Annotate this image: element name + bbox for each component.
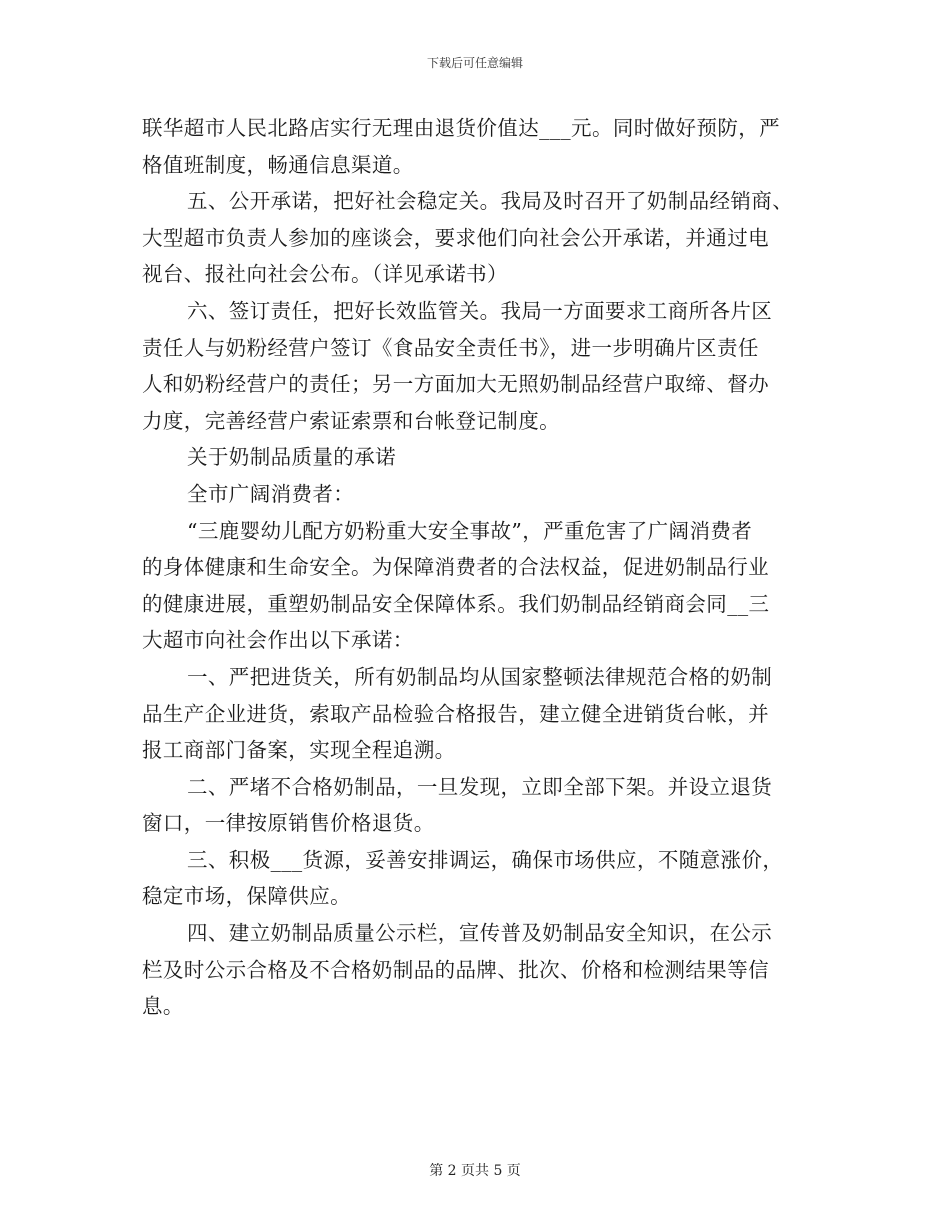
text-line: 一、严把进货关，所有奶制品均从国家整顿法律规范合格的奶制 (187, 664, 773, 689)
text-line: 三、积极___货源，妥善安排调运，确保市场供应，不随意涨价， (187, 847, 784, 872)
text-line: 联华超市人民北路店实行无理由退货价值达___元。同时做好预防，严 (142, 116, 781, 140)
text-line: 的身体健康和生命安全。为保障消费者的合法权益，促进奶制品行业 (142, 555, 769, 580)
page-footer: 第 2 页共 5 页 (429, 1163, 521, 1179)
text-line: 大型超市负责人参加的座谈会，要求他们向社会公开承诺，并通过电 (142, 225, 769, 250)
text-line: 六、签订责任，把好长效监管关。我局一方面要求工商所各片区 (187, 298, 773, 323)
text-line: 五、公开承诺，把好社会稳定关。我局及时召开了奶制品经销商、 (187, 189, 794, 214)
text-line: 的健康进展，重塑奶制品安全保障体系。我们奶制品经销商会同__三 (142, 591, 770, 616)
text-line: 品生产企业进货，索取产品检验合格报告，建立健全进销货台帐，并 (142, 701, 769, 726)
text-line: 窗口，一律按原销售价格退货。 (142, 811, 435, 836)
text-line: 责任人与奶粉经营户签订《食品安全责任书》，进一步明确片区责任 (142, 335, 759, 360)
document-body (142, 110, 802, 1025)
text-line: 人和奶粉经营户的责任；另一方面加大无照奶制品经营户取缔、督办 (142, 372, 769, 397)
section-title: 关于奶制品质量的承诺 (187, 445, 396, 470)
text-line: 稳定市场，保障供应。 (142, 884, 351, 909)
text-line: 视台、报社向社会公布。（详见承诺书） (142, 262, 508, 287)
salutation: 全市广阔消费者： (187, 481, 355, 506)
text-line: 力度，完善经营户索证索票和台帐登记制度。 (142, 408, 560, 433)
text-line: 二、严堵不合格奶制品，一旦发现，立即全部下架。并设立退货 (187, 774, 773, 799)
text-line: 格值班制度，畅通信息渠道。 (142, 152, 414, 177)
page-header: 下载后可任意编辑 (426, 56, 523, 70)
text-line: 息。 (142, 994, 184, 1019)
text-line: 栏及时公示合格及不合格奶制品的品牌、批次、价格和检测结果等信 (142, 957, 769, 982)
text-line: 报工商部门备案，实现全程追溯。 (142, 738, 456, 763)
text-line: 四、建立奶制品质量公示栏，宣传普及奶制品安全知识，在公示 (187, 921, 773, 946)
text-line: “三鹿婴幼儿配方奶粉重大安全事故”，严重危害了广阔消费者 (187, 518, 753, 543)
text-line: 大超市向社会作出以下承诺： (142, 628, 414, 653)
